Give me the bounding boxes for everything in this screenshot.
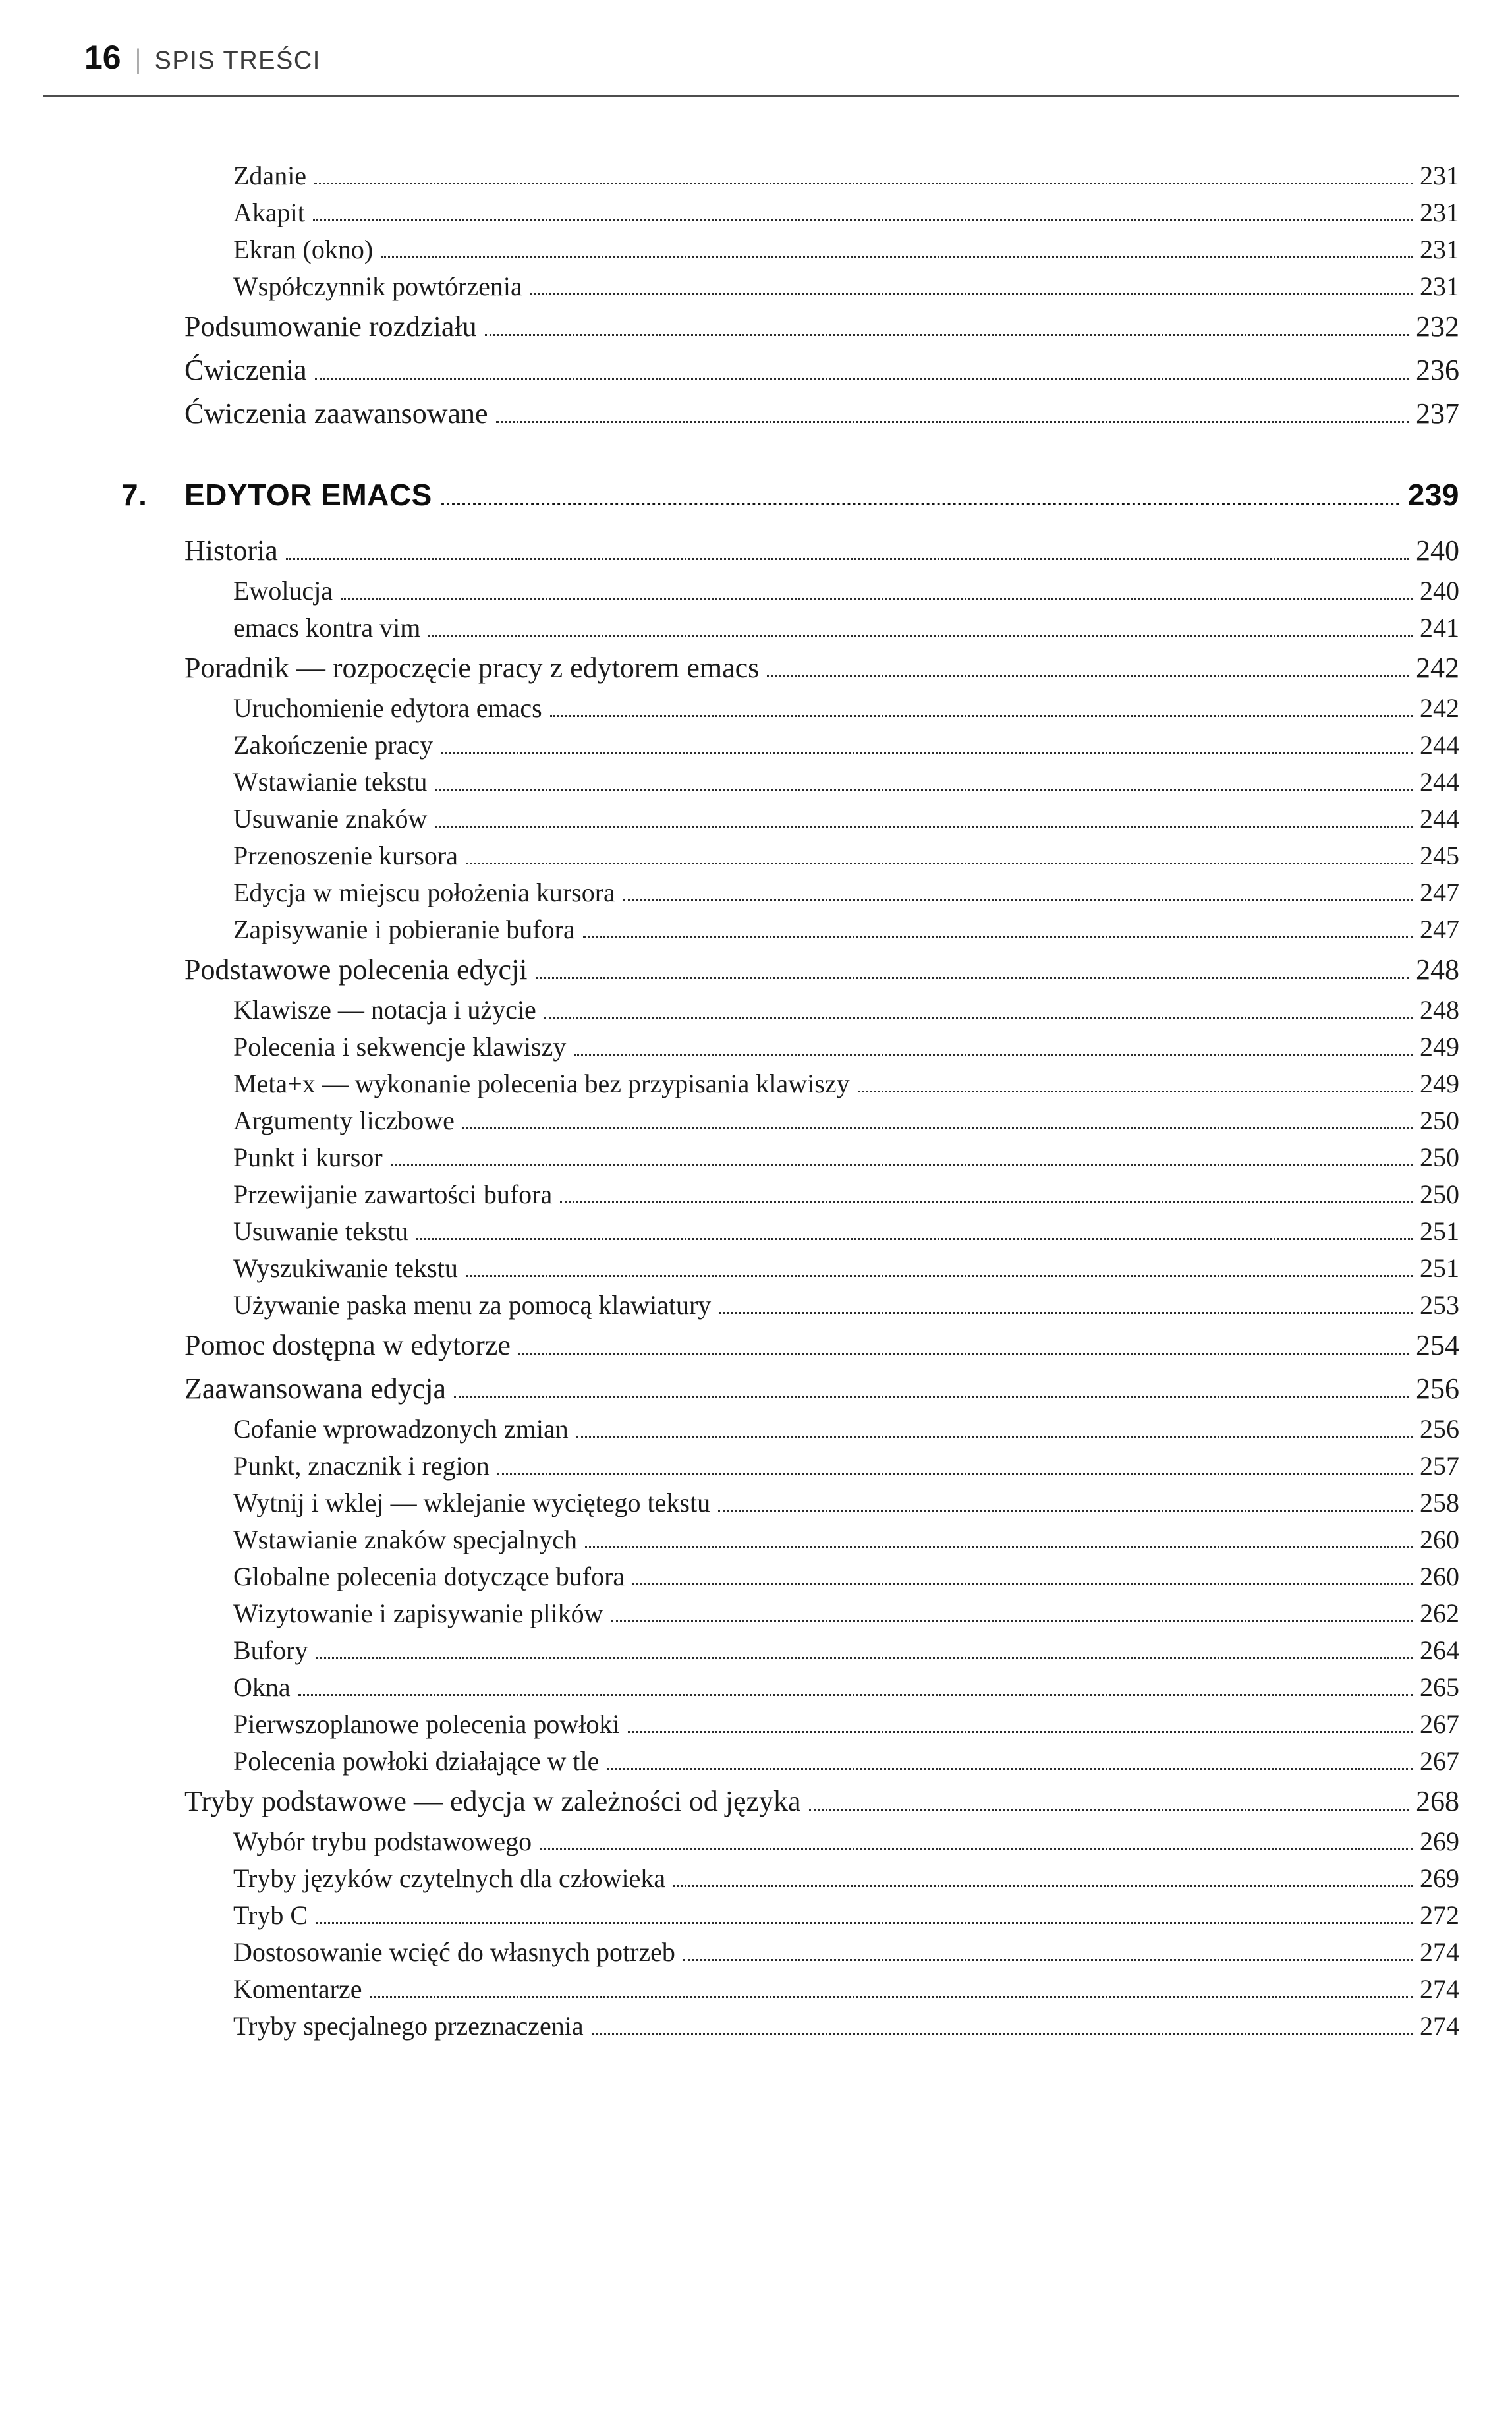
toc-entry-label: Wizytowanie i zapisywanie plików	[233, 1599, 603, 1628]
dot-leader	[628, 1731, 1413, 1733]
toc-entry-label: Polecenia powłoki działające w tle	[233, 1746, 600, 1776]
toc-entry-page: 240	[1420, 576, 1459, 606]
dot-leader	[536, 977, 1409, 979]
toc-entry-label: Ewolucja	[233, 576, 333, 606]
toc-entry-page: 239	[1407, 478, 1459, 512]
toc-entry	[184, 529, 1459, 573]
dot-leader	[540, 1848, 1413, 1850]
dot-leader	[560, 1201, 1413, 1203]
dot-leader	[607, 1768, 1413, 1770]
toc-entry-label: Wytnij i wklej — wklejanie wyciętego tekstu	[233, 1488, 711, 1517]
toc-entry	[184, 1448, 1459, 1485]
toc-entry-label: Tryb C	[233, 1900, 308, 1930]
dot-leader	[381, 256, 1413, 258]
toc-entry-label: Tryby języków czytelnych dla człowieka	[233, 1863, 666, 1893]
toc-entry	[184, 1139, 1459, 1176]
toc-entry-label: Punkt i kursor	[233, 1143, 383, 1172]
toc-entry	[184, 268, 1459, 305]
toc-entry-page: 262	[1420, 1599, 1459, 1628]
dot-leader	[632, 1583, 1413, 1585]
toc-entry	[184, 646, 1459, 690]
toc-entry-page: 253	[1420, 1290, 1459, 1320]
toc-entry	[184, 2008, 1459, 2045]
toc-entry-label: Cofanie wprowadzonych zmian	[233, 1414, 569, 1444]
toc-entry-label: Polecenia i sekwencje klawiszy	[233, 1032, 567, 1062]
toc-entry-page: 260	[1420, 1525, 1459, 1554]
toc-entry-page: 244	[1420, 730, 1459, 760]
header-separator: |	[136, 43, 140, 74]
toc-entry-label: Wstawianie znaków specjalnych	[233, 1525, 578, 1554]
toc-entry	[184, 1558, 1459, 1595]
dot-leader	[809, 1809, 1409, 1811]
toc-chapter-entry	[121, 471, 1459, 519]
toc-entry-label: Pomoc dostępna w edytorze	[184, 1329, 511, 1361]
toc-entry-label: Wybór trybu podstawowego	[233, 1827, 532, 1856]
dot-leader	[428, 635, 1413, 637]
toc-entry	[184, 1632, 1459, 1669]
toc-entry	[184, 837, 1459, 874]
toc-entry	[184, 1213, 1459, 1250]
toc-entry-page: 268	[1416, 1785, 1459, 1817]
toc-entry-page: 249	[1420, 1032, 1459, 1062]
toc-entry-page: 242	[1416, 652, 1459, 684]
toc-entry-page: 269	[1420, 1827, 1459, 1856]
toc-entry-page: 272	[1420, 1900, 1459, 1930]
page-number: 16	[84, 39, 121, 76]
toc-entry-page: 236	[1416, 354, 1459, 386]
dot-leader	[550, 715, 1413, 717]
dot-leader	[462, 1127, 1413, 1129]
dot-leader	[435, 789, 1413, 791]
toc-entry-label: Uruchomienie edytora emacs	[233, 693, 542, 723]
dot-leader	[416, 1238, 1413, 1240]
dot-leader	[435, 826, 1413, 828]
toc-entry-label: Globalne polecenia dotyczące bufora	[233, 1562, 625, 1591]
dot-leader	[583, 936, 1413, 938]
toc-entry	[184, 801, 1459, 837]
toc-entry-page: 260	[1420, 1562, 1459, 1591]
toc-entry	[184, 1934, 1459, 1971]
toc-entry	[184, 1780, 1459, 1823]
dot-leader	[370, 1996, 1413, 1998]
toc-entry	[184, 1971, 1459, 2008]
toc-entry-label: Bufory	[233, 1635, 308, 1665]
toc-entry	[184, 874, 1459, 911]
dot-leader	[544, 1017, 1413, 1019]
toc-entry-page: 242	[1420, 693, 1459, 723]
toc-entry-label: Tryby podstawowe — edycja w zależności od języka	[184, 1785, 801, 1817]
toc-entry	[184, 1176, 1459, 1213]
dot-leader	[485, 334, 1409, 336]
dot-leader	[585, 1546, 1413, 1548]
toc-entry-label: Zakończenie pracy	[233, 730, 434, 760]
dot-leader	[454, 1396, 1409, 1398]
toc-entry-page: 251	[1420, 1216, 1459, 1246]
toc-entry	[184, 1485, 1459, 1521]
table-of-contents	[121, 157, 1459, 2045]
toc-entry-page: 244	[1420, 804, 1459, 834]
toc-entry-page: 267	[1420, 1746, 1459, 1776]
toc-entry-label: Usuwanie tekstu	[233, 1216, 408, 1246]
toc-entry-page: 241	[1420, 613, 1459, 642]
toc-entry-label: Punkt, znacznik i region	[233, 1451, 490, 1481]
toc-entry	[184, 1521, 1459, 1558]
toc-entry-page: 267	[1420, 1709, 1459, 1739]
toc-entry	[184, 1065, 1459, 1102]
toc-entry	[184, 609, 1459, 646]
toc-entry-label: Meta+x — wykonanie polecenia bez przypisania klawiszy	[233, 1069, 850, 1098]
toc-entry-page: 254	[1416, 1329, 1459, 1361]
toc-entry	[184, 1823, 1459, 1860]
dot-leader	[341, 598, 1413, 600]
toc-entry-page: 250	[1420, 1179, 1459, 1209]
toc-entry-page: 240	[1416, 534, 1459, 567]
toc-entry-page: 274	[1420, 2011, 1459, 2041]
dot-leader	[576, 1436, 1413, 1438]
toc-entry	[184, 1743, 1459, 1780]
toc-entry-label: Wstawianie tekstu	[233, 767, 428, 797]
chapter-number: 7.	[121, 478, 148, 512]
toc-entry-page: 274	[1420, 1974, 1459, 2004]
toc-entry-label: Zdanie	[233, 161, 307, 190]
dot-leader	[441, 503, 1400, 505]
toc-entry-page: 250	[1420, 1143, 1459, 1172]
dot-leader	[592, 2033, 1413, 2035]
toc-entry	[184, 992, 1459, 1029]
toc-entry	[184, 948, 1459, 992]
toc-entry-label: Przenoszenie kursora	[233, 841, 458, 870]
toc-entry-label: EDYTOR EMACS	[184, 478, 432, 512]
toc-entry-label: Wyszukiwanie tekstu	[233, 1253, 458, 1283]
toc-entry-label: Historia	[184, 534, 278, 567]
toc-entry	[184, 157, 1459, 194]
dot-leader	[316, 1922, 1413, 1924]
toc-entry-page: 231	[1420, 235, 1459, 264]
header-title: SPIS TREŚCI	[154, 47, 321, 74]
toc-entry-label: Podsumowanie rozdziału	[184, 310, 477, 343]
dot-leader	[466, 863, 1413, 864]
dot-leader	[497, 1473, 1413, 1475]
toc-entry-label: emacs kontra vim	[233, 613, 421, 642]
toc-entry	[184, 305, 1459, 349]
toc-entry-label: Argumenty liczbowe	[233, 1106, 455, 1135]
toc-entry-page: 248	[1416, 953, 1459, 986]
toc-entry	[184, 1669, 1459, 1706]
toc-entry-label: Zaawansowana edycja	[184, 1373, 447, 1405]
toc-entry-label: Okna	[233, 1672, 291, 1702]
toc-entry-page: 231	[1420, 271, 1459, 301]
toc-entry-label: Edycja w miejscu położenia kursora	[233, 878, 615, 907]
toc-entry	[184, 1287, 1459, 1324]
toc-entry	[184, 1897, 1459, 1934]
page-header	[84, 38, 1459, 76]
toc-entry-page: 249	[1420, 1069, 1459, 1098]
toc-entry	[184, 1250, 1459, 1287]
toc-entry-label: Klawisze — notacja i użycie	[233, 995, 536, 1025]
dot-leader	[719, 1312, 1413, 1314]
toc-entry-label: Zapisywanie i pobieranie bufora	[233, 915, 575, 944]
toc-entry	[184, 1860, 1459, 1897]
dot-leader	[673, 1885, 1413, 1887]
toc-entry	[184, 1595, 1459, 1632]
dot-leader	[496, 421, 1409, 423]
toc-entry-page: 245	[1420, 841, 1459, 870]
toc-entry	[184, 1367, 1459, 1411]
toc-entry-label: Ćwiczenia zaawansowane	[184, 397, 488, 430]
toc-entry	[184, 231, 1459, 268]
toc-entry	[184, 194, 1459, 231]
toc-entry	[184, 1324, 1459, 1367]
toc-entry-page: 274	[1420, 1937, 1459, 1967]
dot-leader	[683, 1959, 1413, 1961]
toc-entry	[184, 727, 1459, 764]
toc-entry	[184, 690, 1459, 727]
toc-entry	[184, 1029, 1459, 1065]
dot-leader	[518, 1353, 1409, 1355]
header-rule	[43, 95, 1459, 97]
dot-leader	[574, 1054, 1413, 1056]
toc-entry	[184, 1102, 1459, 1139]
toc-entry-page: 258	[1420, 1488, 1459, 1517]
toc-entry-page: 231	[1420, 161, 1459, 190]
dot-leader	[858, 1091, 1413, 1092]
dot-leader	[441, 752, 1413, 754]
toc-entry-label: Używanie paska menu za pomocą klawiatury	[233, 1290, 712, 1320]
toc-entry	[184, 1411, 1459, 1448]
toc-entry-label: Akapit	[233, 198, 305, 227]
dot-leader	[767, 675, 1409, 677]
toc-entry-page: 264	[1420, 1635, 1459, 1665]
toc-entry-page: 247	[1420, 915, 1459, 944]
toc-entry-page: 247	[1420, 878, 1459, 907]
toc-entry-page: 251	[1420, 1253, 1459, 1283]
toc-entry-label: Ekran (okno)	[233, 235, 374, 264]
dot-leader	[314, 183, 1413, 184]
toc-entry-label: Usuwanie znaków	[233, 804, 428, 834]
dot-leader	[530, 293, 1413, 295]
dot-leader	[315, 378, 1409, 380]
toc-entry-label: Pierwszoplanowe polecenia powłoki	[233, 1709, 620, 1739]
toc-entry	[184, 764, 1459, 801]
toc-entry-label: Przewijanie zawartości bufora	[233, 1179, 553, 1209]
toc-entry-page: 231	[1420, 198, 1459, 227]
toc-entry-label: Komentarze	[233, 1974, 362, 2004]
toc-entry-page: 248	[1420, 995, 1459, 1025]
dot-leader	[718, 1510, 1413, 1512]
toc-entry	[184, 349, 1459, 392]
toc-entry-page: 256	[1416, 1373, 1459, 1405]
toc-entry-page: 232	[1416, 310, 1459, 343]
dot-leader	[611, 1620, 1413, 1622]
toc-entry-page: 250	[1420, 1106, 1459, 1135]
dot-leader	[286, 558, 1409, 560]
toc-entry	[184, 911, 1459, 948]
dot-leader	[298, 1694, 1413, 1696]
toc-entry-label: Dostosowanie wcięć do własnych potrzeb	[233, 1937, 675, 1967]
dot-leader	[391, 1164, 1413, 1166]
toc-entry-page: 244	[1420, 767, 1459, 797]
toc-entry-label: Poradnik — rozpoczęcie pracy z edytorem emacs	[184, 652, 760, 684]
toc-entry-label: Ćwiczenia	[184, 354, 307, 386]
dot-leader	[466, 1275, 1413, 1277]
toc-entry-page: 256	[1420, 1414, 1459, 1444]
toc-entry-page: 269	[1420, 1863, 1459, 1893]
dot-leader	[623, 899, 1413, 901]
toc-entry-label: Współczynnik powtórzenia	[233, 271, 522, 301]
toc-entry-page: 265	[1420, 1672, 1459, 1702]
toc-entry-page: 237	[1416, 397, 1459, 430]
toc-entry-label: Podstawowe polecenia edycji	[184, 953, 528, 986]
dot-leader	[313, 219, 1413, 221]
toc-entry	[184, 1706, 1459, 1743]
toc-entry	[184, 573, 1459, 609]
dot-leader	[316, 1657, 1413, 1659]
toc-entry-label: Tryby specjalnego przeznaczenia	[233, 2011, 584, 2041]
toc-entry-page: 257	[1420, 1451, 1459, 1481]
toc-entry	[184, 392, 1459, 436]
